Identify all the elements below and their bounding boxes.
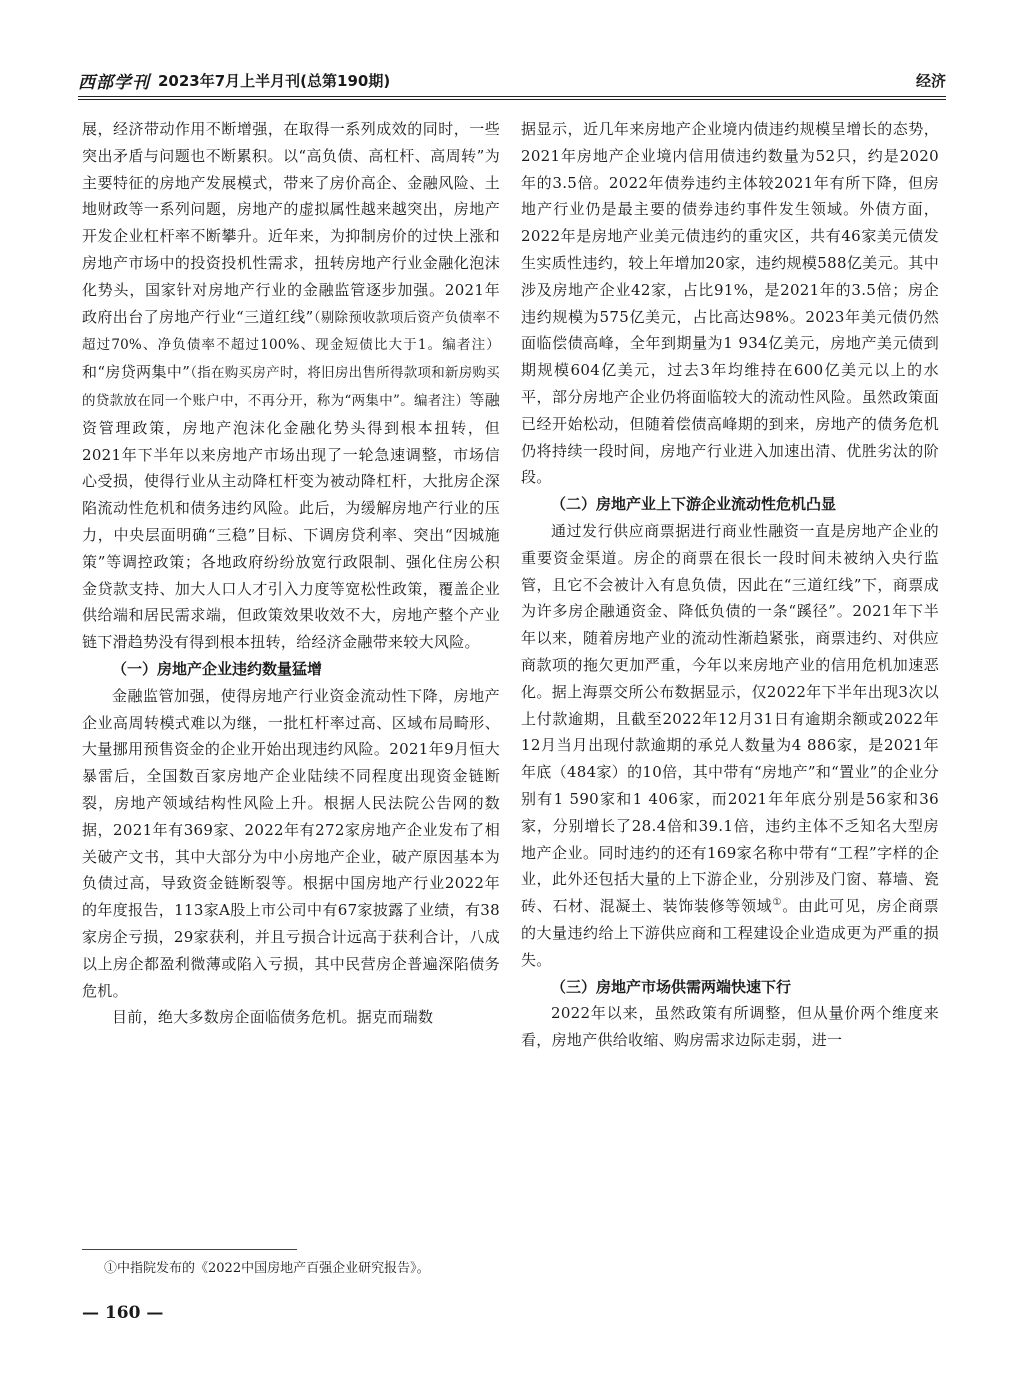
running-header (78, 66, 946, 96)
paragraph-text: 和“房贷两集中” (82, 363, 191, 382)
section-heading: （二）房地产业上下游企业流动性危机凸显 (551, 495, 837, 514)
paragraph: 目前，绝大多数房企面临债务危机。据克而瑞数 (112, 1008, 434, 1027)
paragraph (521, 518, 939, 974)
paragraph: 2022年以来，虽然政策有所调整，但从量价两个维度来看，房地产供给收缩、购房需求边际走弱，进一 (521, 1004, 939, 1050)
paragraph: 金融监管加强，使得房地产行业资金流动性下降，房地产企业高周转模式难以为继，一批杠杆率过高、区域布局畸形、大量挪用预售资金的企业开始出现违约风险。2021年9月恒大暴雷后，全国数百家房地产企业陆续不同程度出现资金链断裂，房地产领域结构性风险上升。根据人民法院公告网的数据，2021年有369家、2022年有272家房地产企业发布了相关破产文书，其中大部分为中小房地产企业，破产原因基本为负债过高，导致资金链断裂等。根据中国房地产行业2022年的年度报告，113家A股上市公司中有67家披露了业绩，有38家房企亏损，29家获利，并且亏损合计远高于获利合计，八成以上房企都盈利微薄或陷入亏损，其中民营房企普遍深陷债务危机。 (82, 686, 500, 1000)
paragraph-text: 展，经济带动作用不断增强，在取得一系列成效的同时，一些突出矛盾与问题也不断累积。以“高负债、高杠杆、高周转”为主要特征的房地产发展模式，带来了房价高企、金融风险、土地财政等一系列问题，房地产的虚拟属性越来越突出，房地产开发企业杠杆率不断攀升。近年来，为抑制房价的过快上涨和房地产市场中的投资投机性需求，扭转房地产行业金融化泡沫化势头，国家针对房地产行业的金融监管逐步加强。2021年政府出台了房地产行业“三道红线” (82, 120, 500, 326)
footnote-rule (82, 1249, 297, 1250)
right-column (521, 116, 939, 1054)
editor-note: （指在购买房产时，将旧房出售所得款项和新房购买的贷款放在同一个账户中，不再分开，称为“两集中”。编者注） (82, 365, 500, 409)
paragraph-text: 。由此可见，房企商票的大量违约给上下游供应商和工程建设企业造成更为严重的损失。 (521, 897, 939, 969)
editor-note: （剔除预收款项后资产负债率不超过70%、净负债率不超过100%、现金短债比大于1。编者注） (82, 309, 500, 354)
footnote-marker: ① (772, 897, 783, 909)
journal-logo: 西部学刊 (78, 73, 150, 93)
paragraph (82, 116, 500, 656)
paragraph: 据显示，近几年来房地产企业境内债违约规模呈增长的态势，2021年房地产企业境内信用债违约数量为52只，约是2020年的3.5倍。2022年债券违约主体较2021年有所下降，但房地产行业仍是最主要的债券违约事件发生领域。外债方面，2022年是房地产业美元债违约的重灾区，共有46家美元债发生实质性违约，较上年增加20家，违约规模588亿美元。其中涉及房地产企业42家，占比91%，是2021年的3.5倍；房企违约规模为575亿美元，占比高达98%。2023年美元债仍然面临偿债高峰，全年到期量为1 934亿美元，房地产美元债到期规模604亿美元，过去3年均维持在600亿美元以上的水平，部分房地产企业仍将面临较大的流动性风险。虽然政策面已经开始松动，但随着偿债高峰期的到来，房地产的债务危机仍将持续一段时间，房地产行业进入加速出清、优胜劣汰的阶段。 (521, 120, 939, 487)
paragraph-text: 通过发行供应商票据进行商业性融资一直是房地产企业的重要资金渠道。房企的商票在很长一段时间未被纳入央行监管，且它不会被计入有息负债，因此在“三道红线”下，商票成为许多房企融通资金、降低负债的一条“蹊径”。2021年下半年以来，随着房地产业的流动性渐趋紧张，商票违约、对供应商款项的拖欠更加严重，今年以来房地产业的信用危机加速恶化。据上海票交所公布数据显示，仅2022年下半年出现3次以上付款逾期，且截至2022年12月31日有逾期余额或2022年12月当月出现付款逾期的承兑人数量为4 886家，是2021年年底（484家）的10倍，其中带有“房地产”和“置业”的企业分别有1 590家和1 406家，而2021年年底分别是56家和36家，分别增长了28.4倍和39.1倍，违约主体不乏知名大型房地产企业。同时违约的还有169家名称中带有“工程”字样的企业，此外还包括大量的上下游企业，分别涉及门窗、幕墙、瓷砖、石材、混凝土、装饰装修等领域 (521, 521, 939, 916)
header-rule (78, 96, 946, 97)
header-rule-thin (78, 99, 946, 100)
left-column (82, 116, 500, 1031)
footnote: ①中指院发布的《2022中国房地产百强企业研究报告》。 (104, 1261, 430, 1276)
section-label: 经济 (915, 72, 946, 90)
section-heading: （三）房地产市场供需两端快速下行 (551, 977, 792, 996)
paragraph-text: 等融资管理政策，房地产泡沫化金融化势头得到根本扭转，但2021年下半年以来房地产市场出现了一轮急速调整，市场信心受损，使得行业从主动降杠杆变为被动降杠杆，大批房企深陷流动性危机和债务违约风险。此后，为缓解房地产行业的压力，中央层面明确“三稳”目标、下调房贷利率、突出“因城施策”等调控政策；各地政府纷纷放宽行政限制、强化住房公积金贷款支持、加大人口人才引入力度等宽松性政策，覆盖企业供给端和居民需求端，但政策效果收效不大，房地产整个产业链下滑趋势没有得到根本扭转，给经济金融带来较大风险。 (82, 390, 500, 652)
journal-issue: 2023年7月上半月刊(总第190期) (158, 72, 391, 90)
page-number: — 160 — (82, 1303, 164, 1323)
section-heading: （一）房地产企业违约数量猛增 (112, 659, 323, 678)
